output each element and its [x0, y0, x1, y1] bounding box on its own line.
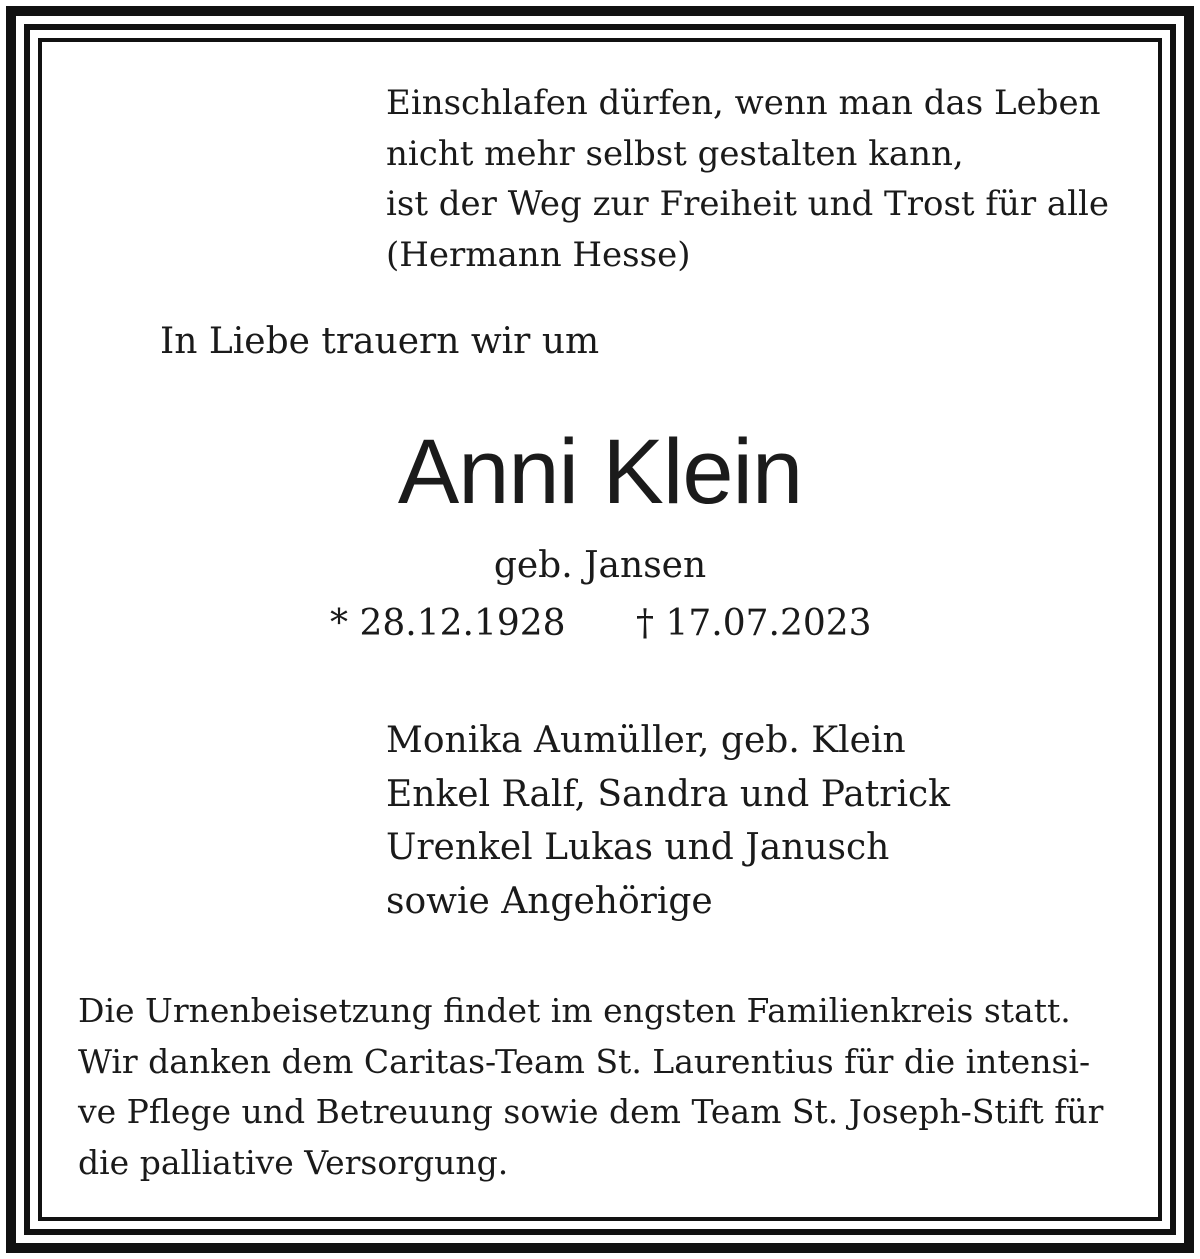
hesse-quote — [386, 78, 1109, 280]
funeral-notice — [78, 986, 1103, 1188]
mourner-line: sowie Angehörige — [386, 880, 713, 922]
death-date: † 17.07.2023 — [636, 603, 872, 644]
intro-text: In Liebe trauern wir um — [160, 321, 600, 362]
mourners-list — [386, 714, 950, 928]
mourner-line: Monika Aumüller, geb. Klein — [386, 720, 906, 761]
notice-line: ve Pflege und Betreuung sowie dem Team St. Joseph-Stift für — [78, 1092, 1104, 1131]
quote-line: ist der Weg zur Freiheit und Trost für alle — [386, 184, 1110, 224]
maiden-name: geb. Jansen — [493, 545, 707, 586]
mourner-line: Urenkel Lukas und Janusch — [386, 827, 890, 868]
notice-line: die palliative Versorgung. — [78, 1142, 509, 1182]
quote-attribution: (Hermann Hesse) — [386, 234, 691, 275]
quote-line: Einschlafen dürfen, wenn man das Leben — [386, 83, 1101, 123]
deceased-name: Anni Klein — [397, 421, 803, 523]
notice-line: Die Urnenbeisetzung findet im engsten Familienkreis statt. — [78, 991, 1071, 1030]
mourner-line: Enkel Ralf, Sandra und Patrick — [386, 773, 950, 815]
birth-date: * 28.12.1928 — [330, 603, 566, 644]
notice-line: Wir danken dem Caritas-Team St. Laurentius für die intensi- — [78, 1041, 1091, 1081]
quote-line: nicht mehr selbst gestalten kann, — [386, 133, 964, 174]
